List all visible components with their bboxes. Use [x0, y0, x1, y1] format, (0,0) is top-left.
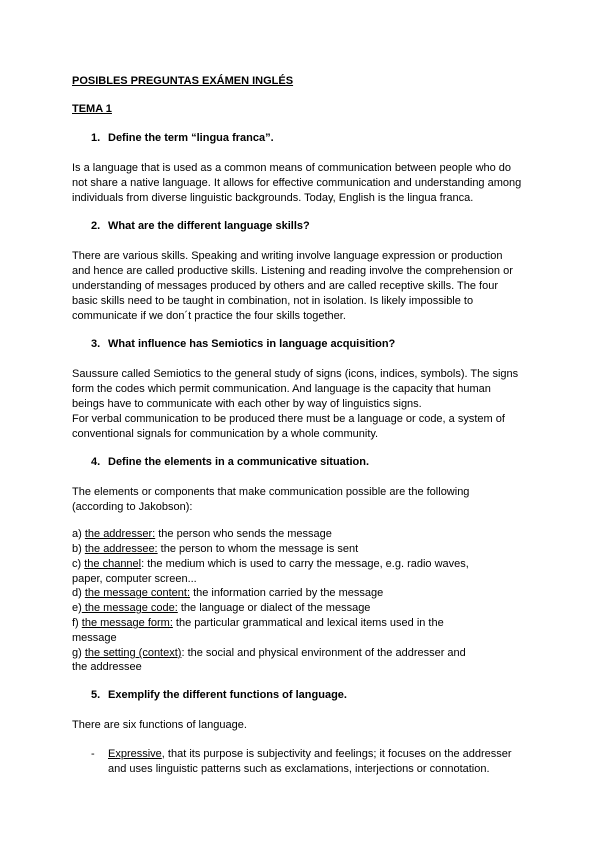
answer-line: The elements or components that make communication possible are the following	[72, 486, 470, 498]
answer-line: not share a native language. It allows for effective communication and understanding among	[72, 177, 522, 189]
answer-line: and hence are called productive skills. Listening and reading involve the comprehension or	[72, 265, 513, 277]
bullet-line: Expressive, that its purpose is subjectivity and feelings; it focuses on the addresser	[108, 748, 512, 760]
bullet-line: and uses linguistic patterns such as exclamations, interjections or connotation.	[108, 763, 490, 775]
question-heading: What are the different language skills?	[108, 220, 310, 232]
list-item: a) the addresser: the person who sends the message	[72, 528, 332, 540]
answer-line: individuals from diverse linguistic backgrounds. Today, English is the lingua franca.	[72, 192, 474, 204]
question-number: 1.	[91, 132, 101, 144]
list-item: c) the channel: the medium which is used to carry the message, e.g. radio waves,	[72, 558, 469, 570]
answer-line: There are six functions of language.	[72, 719, 247, 731]
list-item: f) the message form: the particular grammatical and lexical items used in the	[72, 617, 444, 629]
answer-line: form the codes which permit communication. And language is the capacity that human	[72, 383, 491, 395]
question-number: 3.	[91, 338, 101, 350]
list-item: g) the setting (context): the social and physical environment of the addresser and	[72, 647, 466, 659]
document-title: POSIBLES PREGUNTAS EXÁMEN INGLÉS	[72, 75, 294, 87]
answer-line: conventional signals for communication by a whole community.	[72, 428, 379, 440]
question-heading: Define the term “lingua franca”.	[108, 132, 274, 144]
list-item: paper, computer screen...	[72, 573, 197, 585]
section-heading: TEMA 1	[72, 103, 112, 115]
question-heading: Exemplify the different functions of language.	[108, 689, 347, 701]
list-item: message	[72, 632, 117, 644]
list-item: e) the message code: the language or dialect of the message	[72, 602, 371, 614]
list-item: b) the addressee: the person to whom the message is sent	[72, 543, 359, 555]
answer-line: Is a language that is used as a common means of communication between people who do	[72, 162, 512, 174]
answer-line: understanding of messages produced by others and are called receptive skills. The four	[72, 280, 498, 292]
question-heading: What influence has Semiotics in language acquisition?	[108, 338, 396, 350]
list-item: the addressee	[72, 661, 142, 673]
answer-line: For verbal communication to be produced there must be a language or code, a system of	[72, 413, 505, 425]
answer-line: There are various skills. Speaking and writing involve language expression or production	[72, 250, 503, 262]
answer-line: basic skills need to be taught in combination, not in isolation. Is likely impossible to	[72, 295, 474, 307]
list-item: d) the message content: the information carried by the message	[72, 587, 384, 599]
question-heading: Define the elements in a communicative situation.	[108, 456, 370, 468]
answer-line: (according to Jakobson):	[72, 501, 193, 513]
question-number: 5.	[91, 689, 101, 701]
bullet-dash: -	[91, 748, 95, 760]
question-number: 4.	[91, 456, 101, 468]
answer-line: Saussure called Semiotics to the general study of signs (icons, indices, symbols). The signs	[72, 368, 519, 380]
answer-line: beings have to communicate with each other by way of linguistics signs.	[72, 398, 422, 410]
question-number: 2.	[91, 220, 101, 232]
answer-line: communicate if we don´t practice the four skills together.	[72, 310, 346, 322]
